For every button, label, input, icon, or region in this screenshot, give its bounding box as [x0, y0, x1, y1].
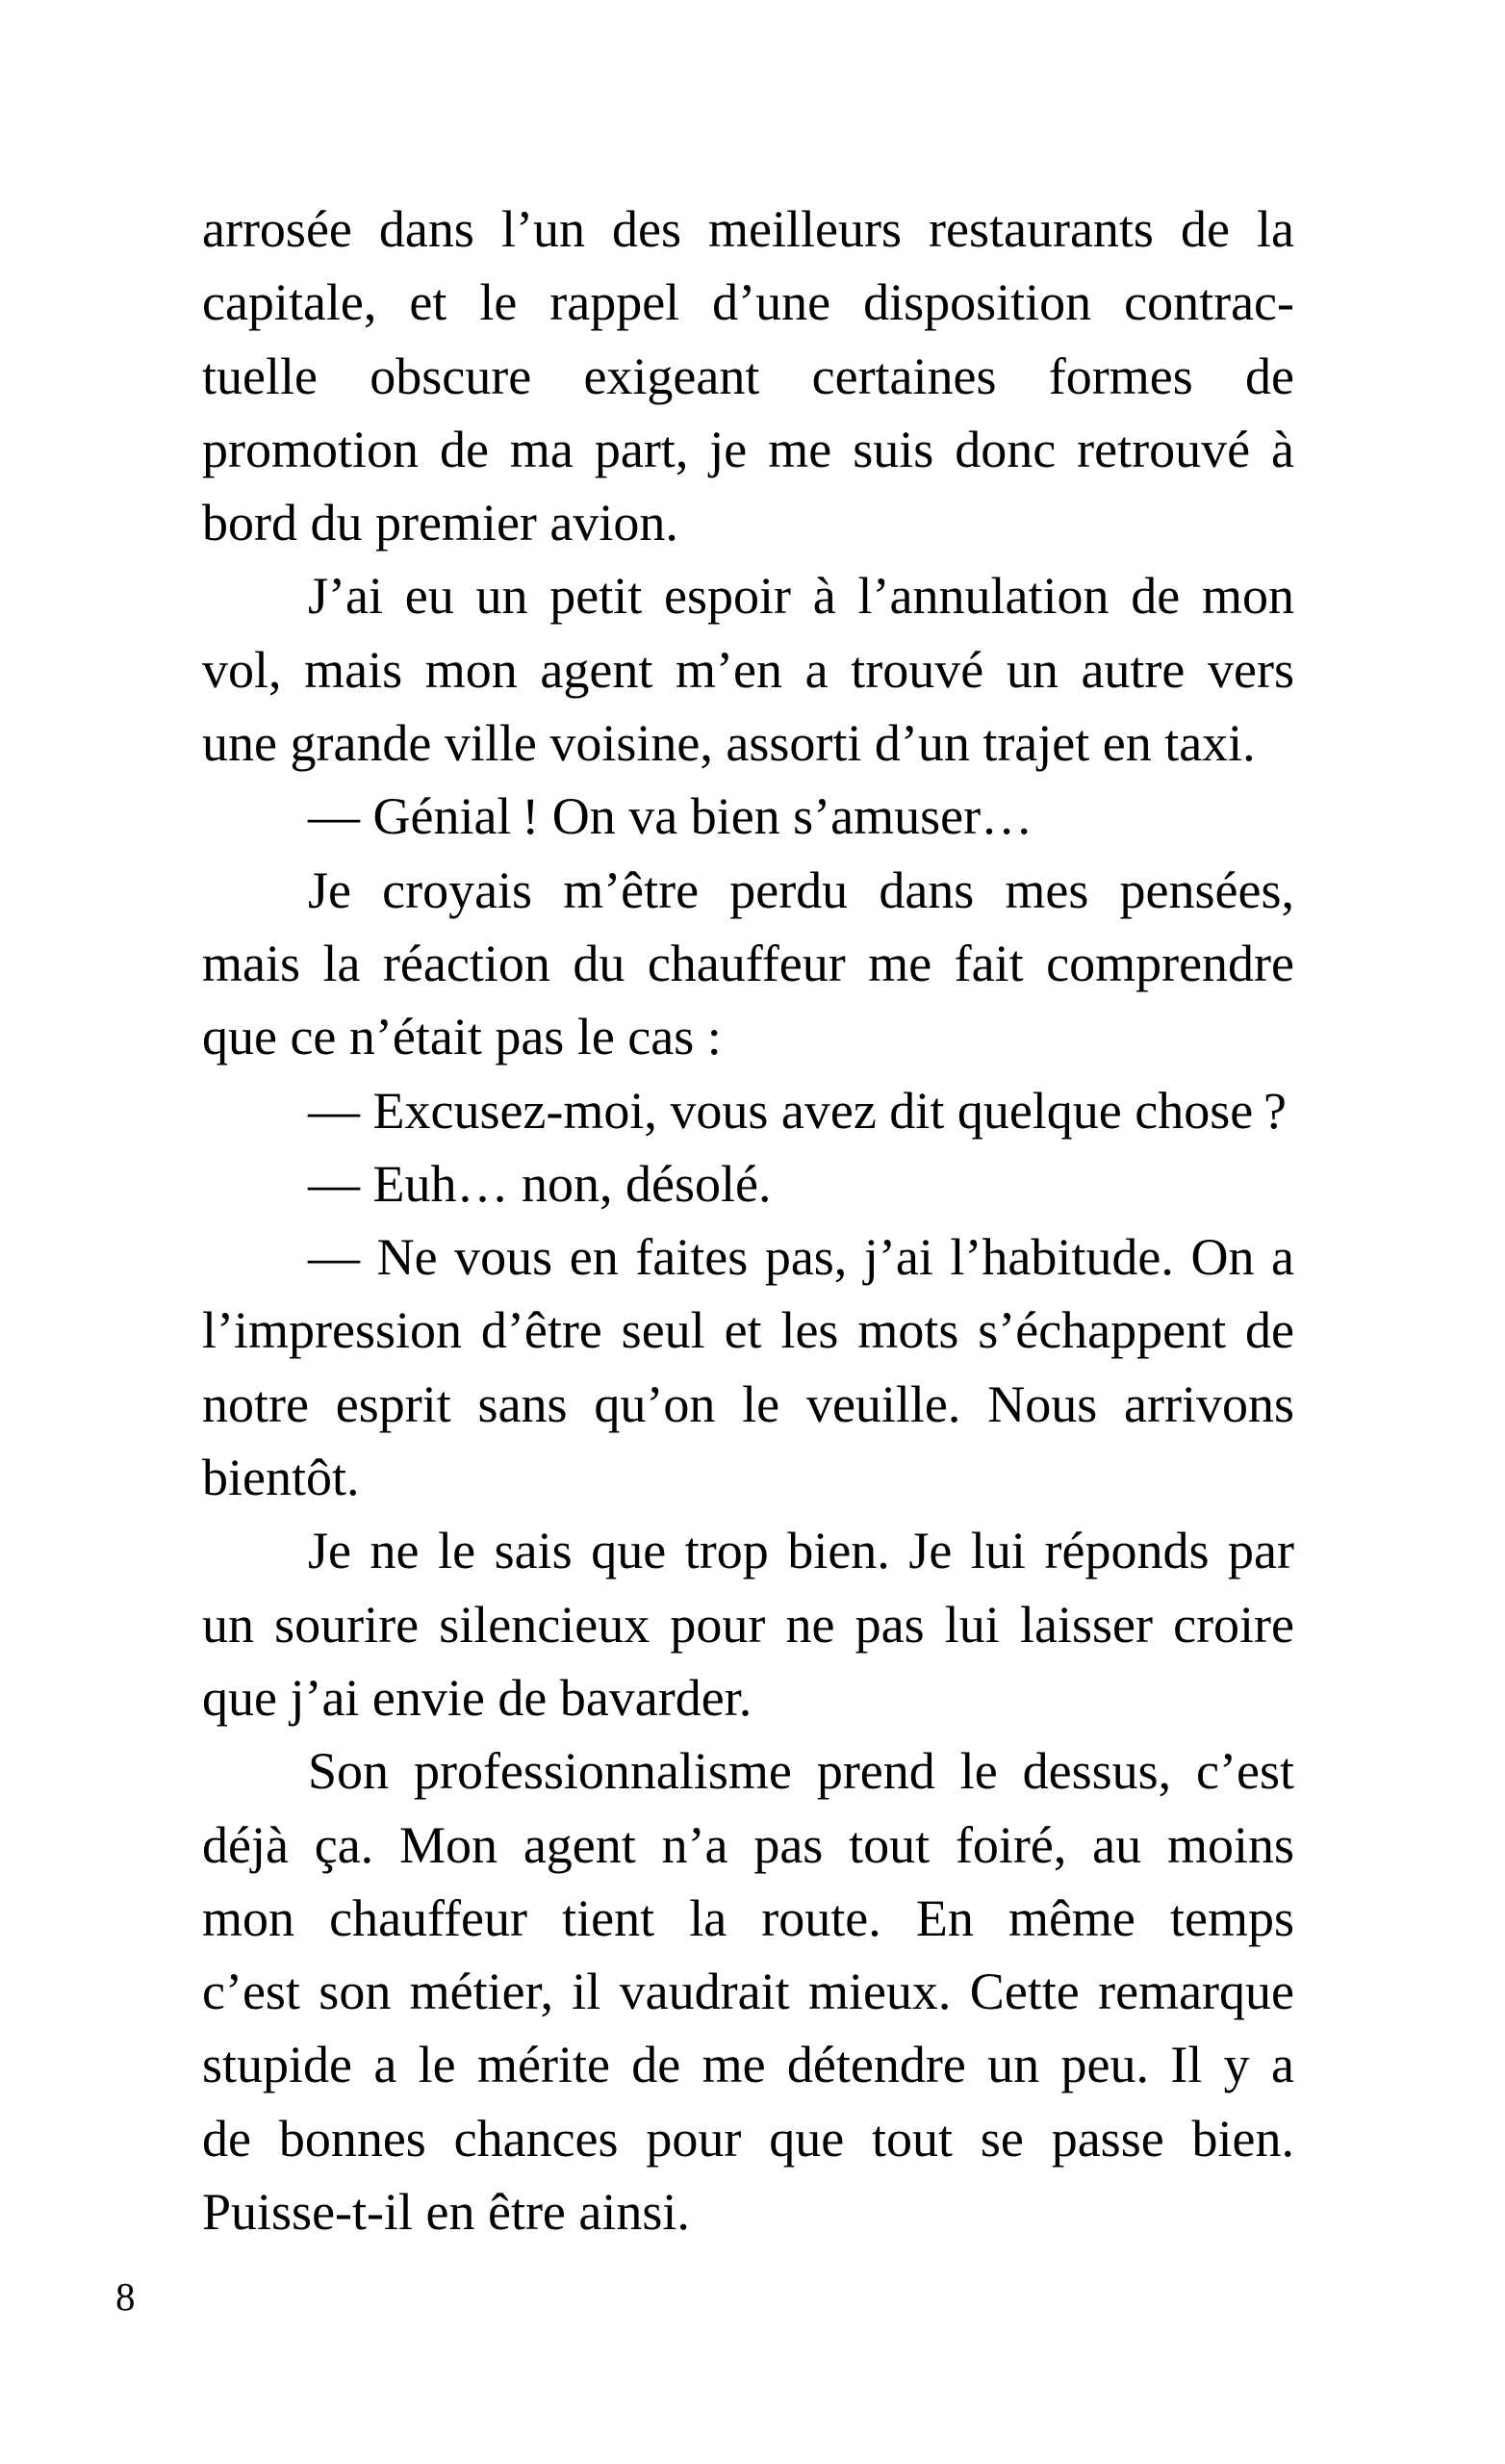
text-line: déjà ça. Mon agent n’a pas tout foiré, au moins — [202, 1815, 1294, 1874]
paragraph — [202, 559, 1294, 780]
text-line: l’impression d’être seul et les mots s’échappent de — [202, 1301, 1294, 1360]
text-line: vol, mais mon agent m’en a trouvé un autre vers — [202, 640, 1294, 699]
paragraph — [202, 1147, 1294, 1220]
text-line: arrosée dans l’un des meilleurs restaurants de la — [202, 200, 1294, 258]
text-line: stupide a le mérite de me détendre un peu. Il y a — [202, 2036, 1294, 2094]
paragraph — [202, 1734, 1294, 2248]
text-line: mais la réaction du chauffeur me fait comprendre — [202, 934, 1294, 992]
page-number: 8 — [115, 2274, 136, 2319]
paragraph — [202, 780, 1294, 853]
text-line: que j’ai envie de bavarder. — [202, 1668, 752, 1727]
text-line: de bonnes chances pour que tout se passe bien. — [202, 2109, 1294, 2168]
text-line: Son professionnalisme prend le dessus, c’est — [308, 1742, 1294, 1801]
text-line: capitale, et le rappel d’une disposition contrac- — [202, 273, 1294, 332]
text-line: Puisse-t-il en être ainsi. — [202, 2183, 690, 2242]
text-line: mon chauffeur tient la route. En même temps — [202, 1888, 1294, 1947]
text-line: — Génial ! On va bien s’amuser… — [308, 787, 1033, 846]
paragraph — [202, 1220, 1294, 1514]
text-line: tuelle obscure exigeant certaines formes de — [202, 346, 1294, 405]
paragraph — [202, 192, 1294, 559]
paragraph — [202, 1074, 1294, 1147]
text-line: J’ai eu un petit espoir à l’annulation de mon — [308, 567, 1294, 626]
paragraph — [202, 1514, 1294, 1734]
text-line: une grande ville voisine, assorti d’un trajet en taxi. — [202, 714, 1256, 773]
text-line: promotion de ma part, je me suis donc retrouvé à — [202, 420, 1294, 478]
page-text-block — [202, 192, 1294, 2248]
text-line: — Excusez-moi, vous avez dit quelque chose ? — [308, 1081, 1287, 1140]
text-line: que ce n’était pas le cas : — [202, 1008, 722, 1066]
text-line: Je ne le sais que trop bien. Je lui réponds par — [308, 1522, 1294, 1580]
text-line: notre esprit sans qu’on le veuille. Nous arrivons — [202, 1374, 1294, 1433]
text-line: c’est son métier, il vaudrait mieux. Cette remarque — [202, 1963, 1294, 2021]
text-line: bientôt. — [202, 1449, 360, 1507]
text-line: bord du premier avion. — [202, 494, 678, 552]
text-line: — Euh… non, désolé. — [308, 1154, 772, 1213]
text-line: Je croyais m’être perdu dans mes pensées, — [308, 860, 1294, 919]
text-line: — Ne vous en faites pas, j’ai l’habitude. On a — [308, 1228, 1294, 1287]
text-line: un sourire silencieux pour ne pas lui laisser croire — [202, 1595, 1294, 1654]
paragraph — [202, 854, 1294, 1074]
